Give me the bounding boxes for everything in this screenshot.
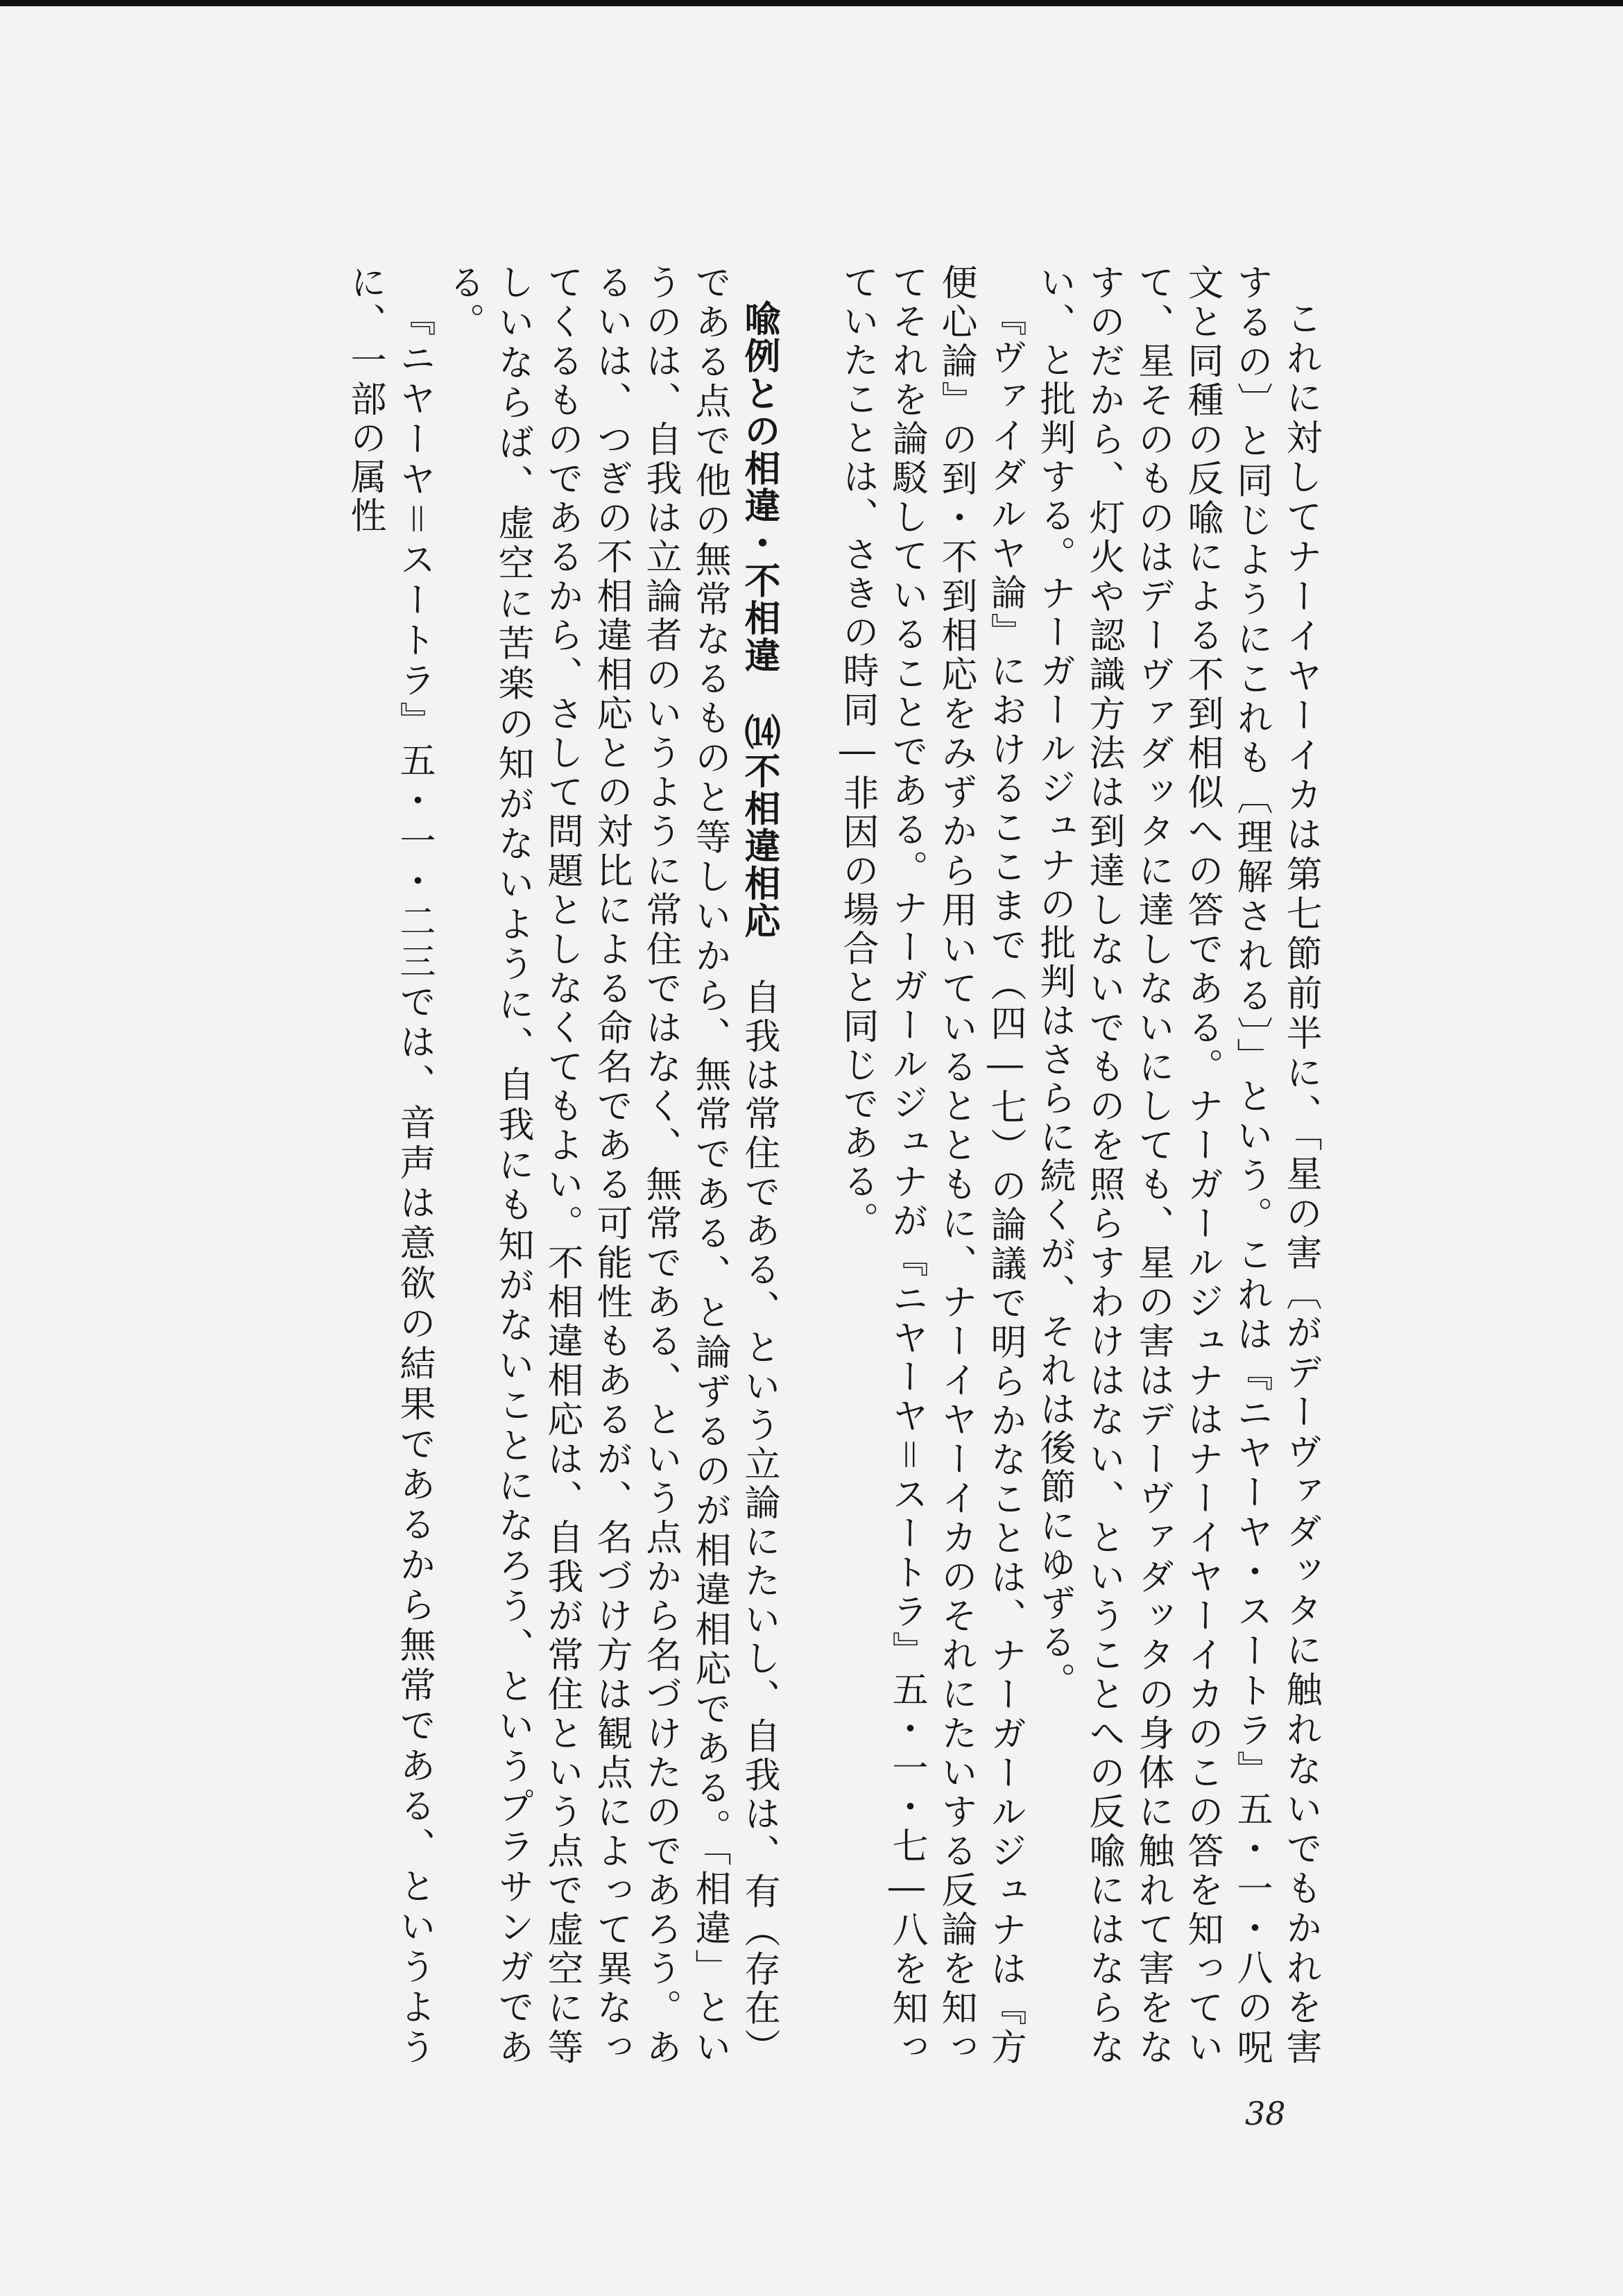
paragraph-2: 『ヴァイダルヤ論』におけるここまで（四―七）の論議で明らかなことは、ナーガールジュナは『方便心論』の到・不到相応をみずから用いているとともに、ナーイヤーイカのそれにたいする反論を知ってそれを論駁していることである。ナーガールジュナが『ニヤーヤ＝スートラ』五・一・七―八を知っていたことは、さきの時同―非因の場合と同じである。 <box>836 264 1026 2067</box>
paragraph-4: 『ニヤーヤ＝スートラ』五・一・二三では、音声は意欲の結果であるから無常である、というように、一部の属性 <box>344 264 435 2067</box>
section-subheading: 不相違相応 <box>738 752 780 940</box>
top-border-rule <box>0 0 1623 6</box>
paragraph-3-body: 自我は常住である、という立論にたいし、自我は、有（存在）である点で他の無常なるものと等しいから、無常である、と論ずるのが相違相応である。「相違」というのは、自我は立論者のいうように常住ではなく、無常である、という点から名づけたのであろう。あるいは、つぎの不相違相応との対比による命名である可能性もあるが、名づけ方は観点によって異なってくるものであるから、さして問題としなくてもよい。不相違相応は、自我が常住という点で虚空に等しいならば、虚空に苦楽の知がないように、自我にも知がないことになろう、というプラサンガである。 <box>443 264 780 2067</box>
section-heading: 喩例との相違・不相違 <box>738 300 780 675</box>
paragraph-3 <box>438 264 783 2067</box>
body-text <box>229 264 1325 2067</box>
page-number: 38 <box>1245 2095 1286 2132</box>
section-number: ⒁ <box>738 713 780 753</box>
paragraph-1: これに対してナーイヤーイカは第七節前半に、「星の害〔がデーヴァダッタに触れないでもかれを害するの〕と同じようにこれも〔理解される〕」という。これは『ニヤーヤ・スートラ』五・一・八の呪文と同種の反喩による不到相似への答である。ナーガールジュナはナーイヤーイカのこの答を知っていて、星そのものはデーヴァダッタに達しないにしても、星の害はデーヴァダッタの身体に触れて害をなすのだから、灯火や認識方法は到達しないでものを照らすわけはない、ということへの反喩にはならない、と批判する。ナーガールジュナの批判はさらに続くが、それは後節にゆずる。 <box>1033 264 1321 2067</box>
